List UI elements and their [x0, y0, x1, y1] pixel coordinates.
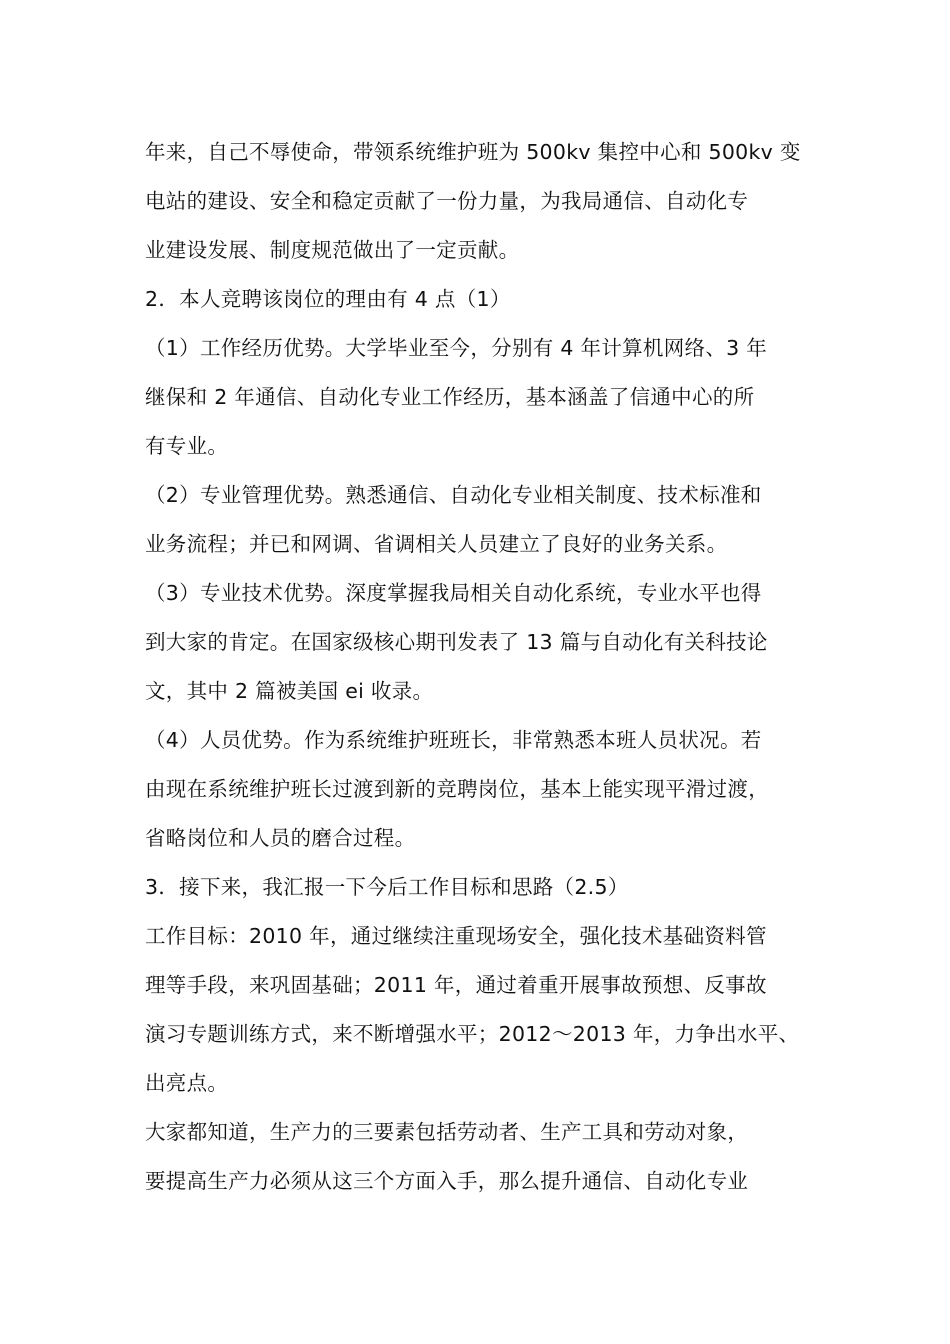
text-line: 演习专题训练方式，来不断增强水平；2012～2013 年，力争出水平、: [145, 1022, 800, 1046]
text-line: 省略岗位和人员的磨合过程。: [145, 826, 416, 850]
text-line: 到大家的肯定。在国家级核心期刊发表了 13 篇与自动化有关科技论: [145, 630, 768, 654]
text-line: （1）工作经历优势。大学毕业至今，分别有 4 年计算机网络、3 年: [145, 336, 768, 360]
text-line: （4）人员优势。作为系统维护班班长，非常熟悉本班人员状况。若: [145, 728, 762, 752]
section-heading: 2．本人竞聘该岗位的理由有 4 点（1）: [145, 287, 511, 311]
text-line: 大家都知道，生产力的三要素包括劳动者、生产工具和劳动对象，: [145, 1120, 749, 1144]
text-line: 文，其中 2 篇被美国 ei 收录。: [145, 679, 434, 703]
text-line: 年来，自己不辱使命，带领系统维护班为 500kv 集控中心和 500kv 变: [145, 140, 801, 164]
text-line: 要提高生产力必须从这三个方面入手，那么提升通信、自动化专业: [145, 1169, 749, 1193]
text-line: 电站的建设、安全和稳定贡献了一份力量，为我局通信、自动化专: [145, 189, 749, 213]
text-line: 有专业。: [145, 434, 229, 458]
text-line: 继保和 2 年通信、自动化专业工作经历，基本涵盖了信通中心的所: [145, 385, 755, 409]
text-line: 业务流程；并已和网调、省调相关人员建立了良好的业务关系。: [145, 532, 728, 556]
text-line: 出亮点。: [145, 1071, 229, 1095]
text-line: 理等手段，来巩固基础；2011 年，通过着重开展事故预想、反事故: [145, 973, 767, 997]
section-heading: 3．接下来，我汇报一下今后工作目标和思路（2.5）: [145, 875, 629, 899]
text-line: （2）专业管理优势。熟悉通信、自动化专业相关制度、技术标准和: [145, 483, 762, 507]
text-line: 工作目标：2010 年，通过继续注重现场安全，强化技术基础资料管: [145, 924, 767, 948]
text-line: 业建设发展、制度规范做出了一定贡献。: [145, 238, 520, 262]
document-body: [145, 130, 813, 1208]
text-line: 由现在系统维护班长过渡到新的竞聘岗位，基本上能实现平滑过渡，: [145, 777, 769, 801]
text-line: （3）专业技术优势。深度掌握我局相关自动化系统，专业水平也得: [145, 581, 762, 605]
